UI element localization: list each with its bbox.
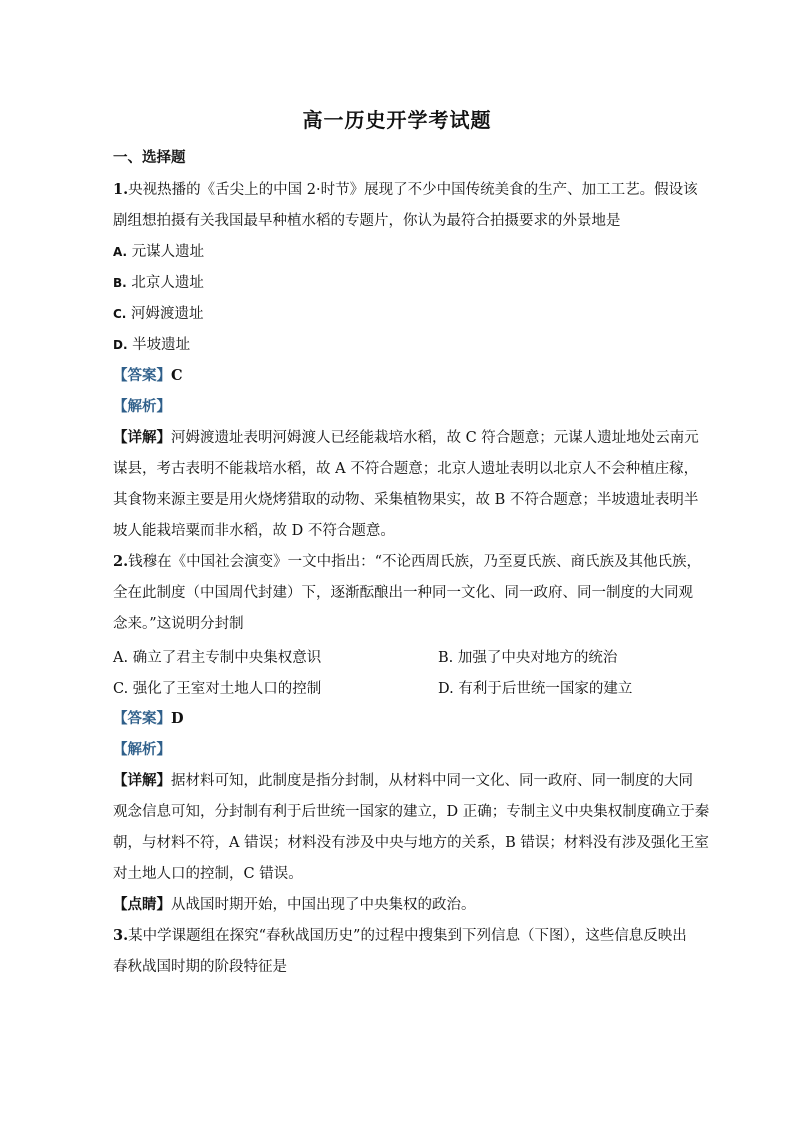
question-1-number: 1. [113,181,129,198]
detail-text: 据材料可知，此制度是指分封制，从材料中同一文化、同一政府、同一制度的大同 [171,773,693,789]
question-1-detail-line-2: 谋县，考古表明不能栽培水稻，故 A 不符合题意；北京人遗址表明以北京人不会种植庄稼， [113,461,699,477]
answer-value: D [171,710,184,727]
answer-tag: 【答案】 [113,367,171,384]
comment-text: 从战国时期开始，中国出现了中央集权的政治。 [171,897,476,913]
question-2-detail-line-2: 观念信息可知，分封制有利于后世统一国家的建立，D 正确；专制主义中央集权制度确立于秦 [113,804,710,820]
question-1-option-d [113,333,190,354]
question-1-option-b [113,271,204,292]
question-2-line-1 [113,550,701,571]
page-title: 高一历史开学考试题 [302,108,492,132]
answer-tag: 【答案】 [113,710,171,727]
option-d-label: D. [113,338,128,352]
question-3-line-2: 春秋战国时期的阶段特征是 [113,959,287,975]
question-1-option-c [113,302,203,323]
question-2-detail-line-4: 对土地人口的控制，C 错误。 [113,866,303,882]
option-b-text: 北京人遗址 [131,275,204,291]
question-2-analysis [113,738,171,759]
question-2-option-d: D. 有利于后世统一国家的建立 [438,681,633,697]
comment-tag: 【点睛】 [113,896,171,913]
detail-tag: 【详解】 [113,772,171,789]
question-2-comment [113,893,476,914]
question-1-line-1 [113,178,698,199]
question-2-number: 2. [113,553,129,570]
question-3-number: 3. [113,927,129,944]
section-heading: 一、选择题 [113,149,186,166]
detail-text: 河姆渡遗址表明河姆渡人已经能栽培水稻，故 C 符合题意；元谋人遗址地处云南元 [171,430,699,446]
question-2-line-3: 念来。”这说明分封制 [113,616,244,632]
question-2-text: 钱穆在《中国社会演变》一文中指出：“不论西周氏族，乃至夏氏族、商氏族及其他氏族， [128,554,702,570]
option-a-label: A. [113,245,128,259]
question-1-detail-line-4: 坡人能栽培粟而非水稻，故 D 不符合题意。 [113,523,395,539]
answer-value: C [171,367,183,384]
question-1-line-2: 剧组想拍摄有关我国最早种植水稻的专题片，你认为最符合拍摄要求的外景地是 [113,213,621,229]
question-2-option-c: C. 强化了王室对土地人口的控制 [113,681,322,697]
question-2-detail-line-1 [113,769,693,790]
question-2-answer [113,707,184,728]
question-2-option-a: A. 确立了君主专制中央集权意识 [113,650,322,666]
option-d-text: 半坡遗址 [132,337,191,353]
question-2-detail-line-3: 朝，与材料不符，A 错误；材料没有涉及中央与地方的关系，B 错误；材料没有涉及强化王室 [113,835,709,851]
question-1-text: 央视热播的《舌尖上的中国 2·时节》展现了不少中国传统美食的生产、加工工艺。假设该 [128,182,698,198]
option-a-text: 元谋人遗址 [131,244,205,260]
question-1-option-a [113,240,204,261]
option-c-label: C. [113,307,127,321]
question-1-detail-line-3: 其食物来源主要是用火烧烤猎取的动物、采集植物果实，故 B 不符合题意；半坡遗址表明半 [113,492,699,508]
question-3-line-1 [113,924,687,945]
question-2-option-b: B. 加强了中央对地方的统治 [438,650,618,666]
question-1-detail-line-1 [113,426,699,447]
analysis-tag: 【解析】 [113,398,171,415]
analysis-tag: 【解析】 [113,741,171,758]
question-1-analysis [113,395,171,416]
question-2-line-2: 全在此制度（中国周代封建）下，逐渐酝酿出一种同一文化、同一政府、同一制度的大同观 [113,585,693,601]
detail-tag: 【详解】 [113,429,171,446]
option-b-label: B. [113,276,127,290]
question-3-text: 某中学课题组在探究“春秋战国历史”的过程中搜集到下列信息（下图），这些信息反映出 [128,928,687,944]
option-c-text: 河姆渡遗址 [130,306,204,322]
question-1-answer [113,364,183,385]
